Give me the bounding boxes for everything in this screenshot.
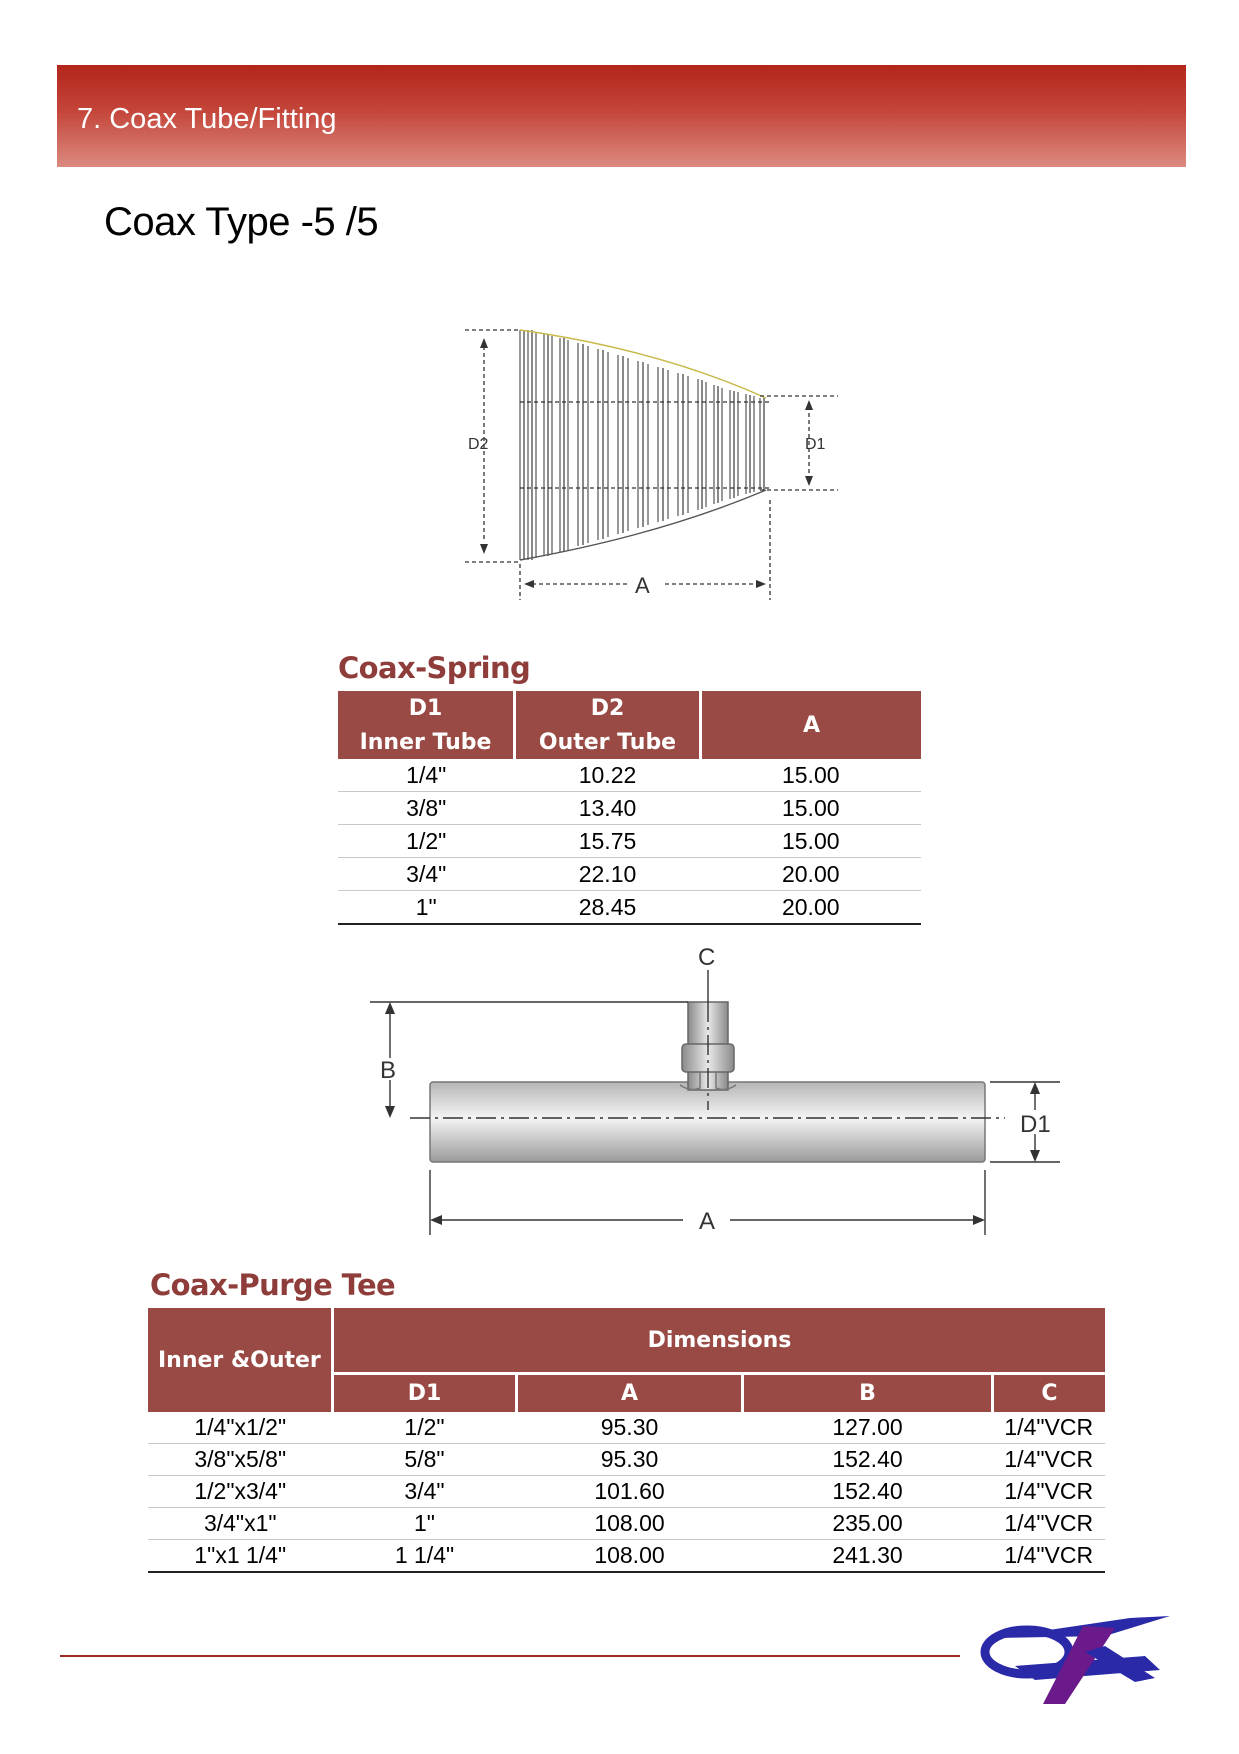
- coax-spring-drawing: [460, 310, 900, 630]
- table-row: [148, 1540, 1105, 1573]
- spring-label-a: A: [635, 573, 650, 598]
- tee-cell-a: 108.00: [517, 1508, 743, 1540]
- spring-label-d2: D2: [468, 436, 489, 453]
- tee-cell-b: 241.30: [743, 1540, 993, 1573]
- spring-cell-d1: 1/4": [338, 759, 515, 792]
- tee-header-b: B: [743, 1374, 993, 1413]
- tee-cell-a: 108.00: [517, 1540, 743, 1573]
- table-row: [148, 1508, 1105, 1540]
- tee-header-a: A: [517, 1374, 743, 1413]
- spring-header-d1-sub: Inner Tube: [338, 725, 515, 759]
- spring-cell-d1: 1/2": [338, 825, 515, 858]
- spring-cell-d2: 22.10: [515, 858, 701, 891]
- tee-cell-d1: 1": [333, 1508, 517, 1540]
- spring-cell-d2: 15.75: [515, 825, 701, 858]
- footer-divider: [60, 1655, 960, 1657]
- spring-cell-a: 20.00: [701, 891, 922, 925]
- tee-header-dimensions: Dimensions: [333, 1308, 1106, 1374]
- tee-cell-c: 1/4"VCR: [993, 1508, 1106, 1540]
- coax-purge-tee-table: [148, 1308, 1105, 1573]
- tee-label-d1: D1: [1020, 1111, 1051, 1138]
- page-title: Coax Type -5 /5: [104, 200, 379, 244]
- tee-cell-c: 1/4"VCR: [993, 1476, 1106, 1508]
- table-row: [338, 858, 921, 891]
- table-row: [338, 759, 921, 792]
- svg-text:&: &: [1017, 1643, 1034, 1665]
- tee-label-c: C: [698, 944, 716, 971]
- spring-cell-a: 20.00: [701, 858, 922, 891]
- tee-cell-size: 1/2"x3/4": [148, 1476, 333, 1508]
- table-row: [338, 825, 921, 858]
- tee-header-inner-outer: Inner &Outer: [148, 1308, 333, 1412]
- tee-cell-size: 1"x1 1/4": [148, 1540, 333, 1573]
- spring-cell-d2: 13.40: [515, 792, 701, 825]
- spring-header-d2: D2: [515, 691, 701, 725]
- spring-cell-a: 15.00: [701, 825, 922, 858]
- tee-cell-c: 1/4"VCR: [993, 1444, 1106, 1476]
- header-banner: [57, 65, 1186, 167]
- tee-cell-b: 152.40: [743, 1444, 993, 1476]
- coax-purge-tee-title: Coax-Purge Tee: [150, 1268, 396, 1302]
- spring-cell-d1: 1": [338, 891, 515, 925]
- coax-purge-tee-drawing: [370, 940, 1070, 1260]
- table-row: [338, 891, 921, 925]
- table-row: [338, 792, 921, 825]
- tee-cell-d1: 3/4": [333, 1476, 517, 1508]
- tee-cell-b: 127.00: [743, 1412, 993, 1444]
- section-heading: 7. Coax Tube/Fitting: [77, 103, 337, 135]
- tee-cell-d1: 5/8": [333, 1444, 517, 1476]
- tee-cell-size: 3/4"x1": [148, 1508, 333, 1540]
- spring-cell-d1: 3/4": [338, 858, 515, 891]
- tee-header-d1: D1: [333, 1374, 517, 1413]
- spring-header-d2-sub: Outer Tube: [515, 725, 701, 759]
- tee-label-a: A: [699, 1208, 716, 1235]
- spring-header-a: A: [701, 691, 922, 759]
- spring-cell-a: 15.00: [701, 759, 922, 792]
- tee-header-c: C: [993, 1374, 1106, 1413]
- tee-cell-d1: 1 1/4": [333, 1540, 517, 1573]
- coax-spring-table: [338, 691, 921, 925]
- tee-cell-b: 152.40: [743, 1476, 993, 1508]
- tee-cell-a: 95.30: [517, 1412, 743, 1444]
- table-row: [148, 1412, 1105, 1444]
- table-row: [148, 1444, 1105, 1476]
- tee-cell-c: 1/4"VCR: [993, 1540, 1106, 1573]
- tee-cell-c: 1/4"VCR: [993, 1412, 1106, 1444]
- spring-cell-a: 15.00: [701, 792, 922, 825]
- company-logo-icon: [955, 1608, 1175, 1713]
- spring-cell-d1: 3/8": [338, 792, 515, 825]
- spring-cell-d2: 10.22: [515, 759, 701, 792]
- tee-label-b: B: [380, 1057, 397, 1084]
- tee-cell-a: 101.60: [517, 1476, 743, 1508]
- coax-spring-title: Coax-Spring: [338, 651, 531, 685]
- tee-cell-size: 3/8"x5/8": [148, 1444, 333, 1476]
- spring-label-d1: D1: [805, 436, 826, 453]
- tee-cell-b: 235.00: [743, 1508, 993, 1540]
- spring-cell-d2: 28.45: [515, 891, 701, 925]
- tee-cell-d1: 1/2": [333, 1412, 517, 1444]
- table-row: [148, 1476, 1105, 1508]
- tee-cell-a: 95.30: [517, 1444, 743, 1476]
- spring-header-d1: D1: [338, 691, 515, 725]
- tee-cell-size: 1/4"x1/2": [148, 1412, 333, 1444]
